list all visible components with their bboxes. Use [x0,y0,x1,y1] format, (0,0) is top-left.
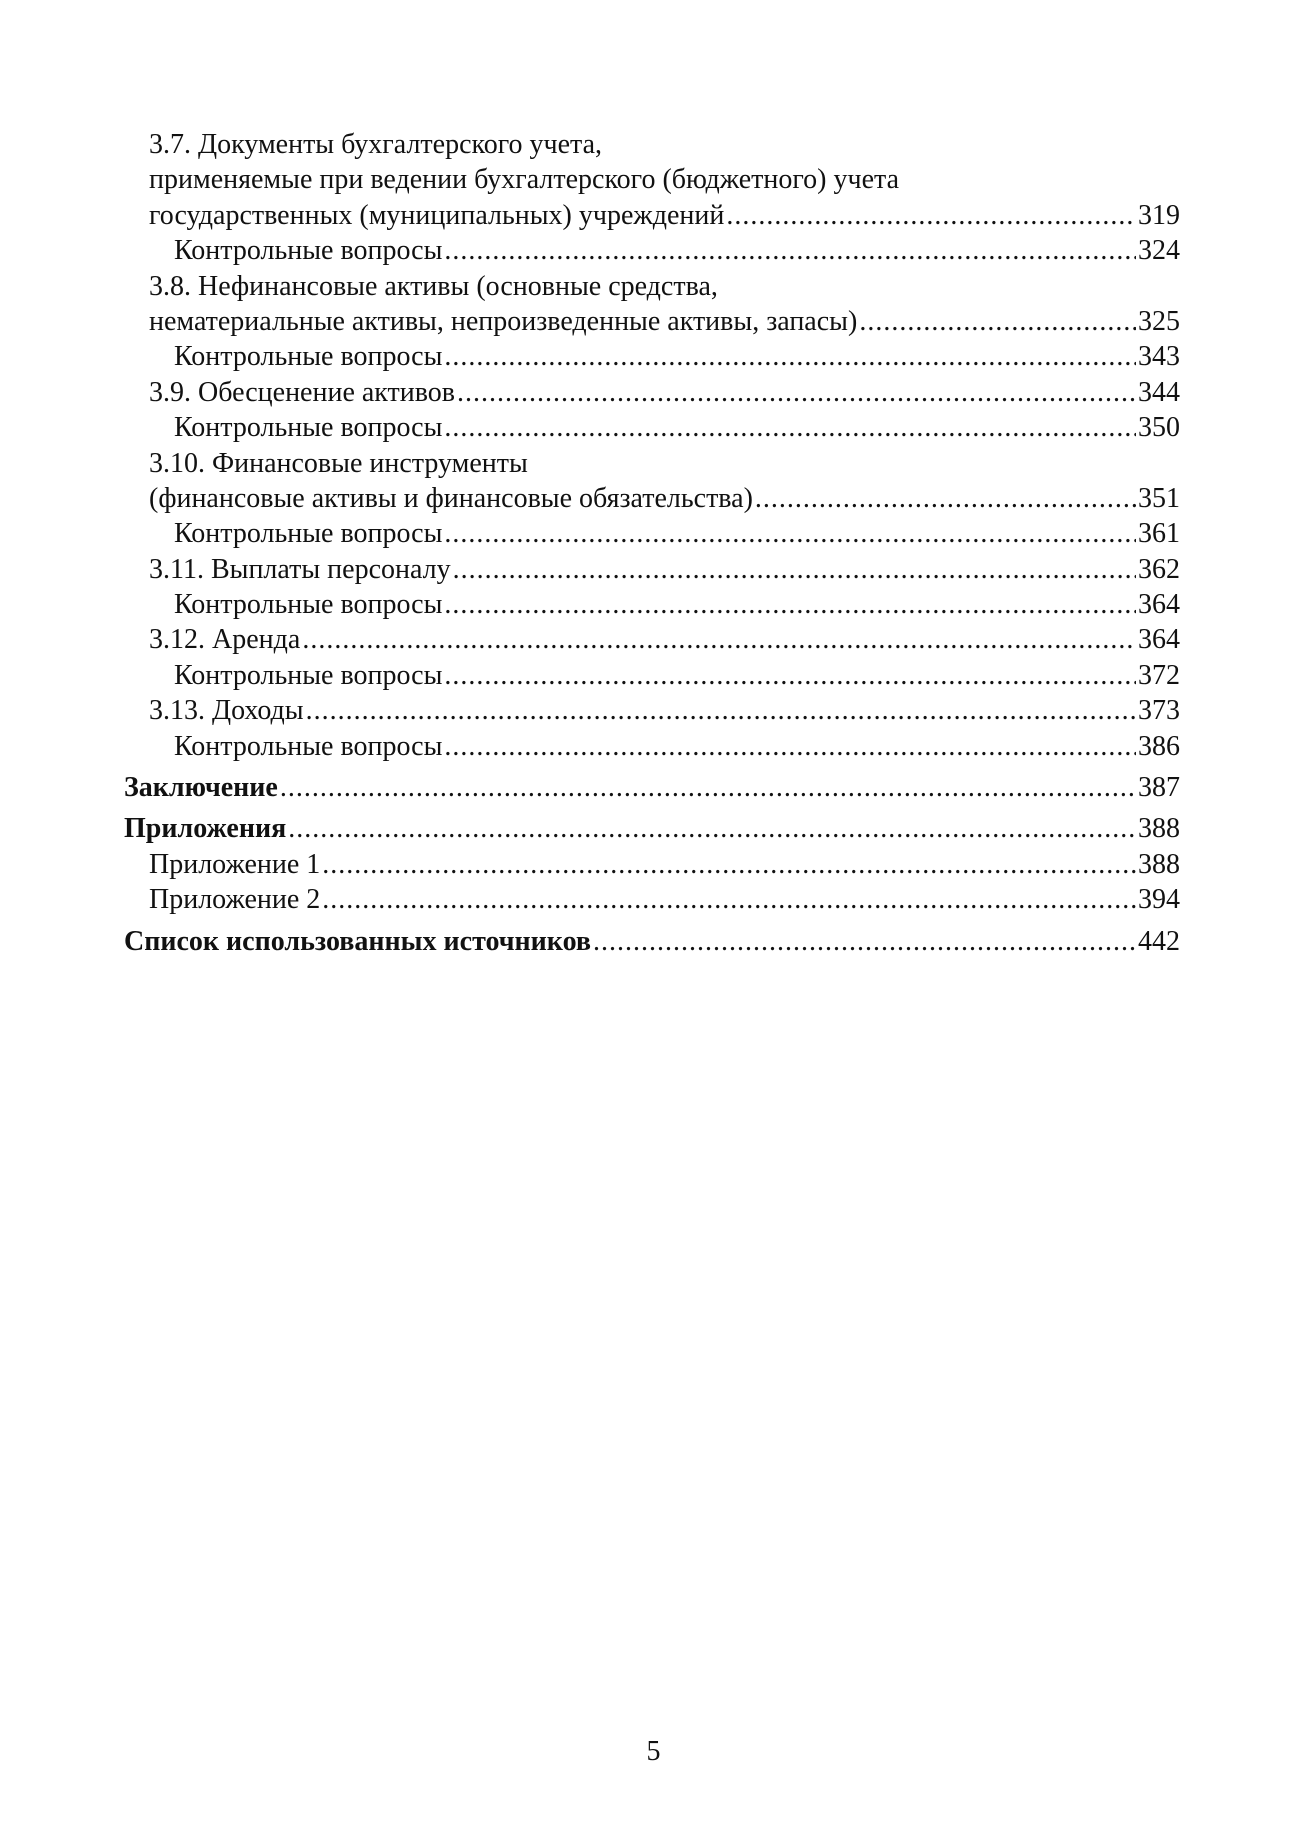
toc-entry [124,693,1180,728]
toc-entry [124,481,1180,516]
toc-dot-leader [726,198,1136,233]
toc-entry-title: 3.13. Доходы [149,695,304,727]
toc-entry-title: Контрольные вопросы [174,341,443,373]
toc-entry [124,410,1180,445]
toc-entry [124,729,1180,764]
toc-entry [124,269,1180,304]
toc-entry-title: нематериальные активы, непроизведенные активы, запасы) [149,305,858,337]
toc-dot-leader [322,882,1136,917]
toc-entry [124,658,1180,693]
toc-entry-title: государственных (муниципальных) учреждений [149,199,725,231]
toc-entry-page: 364 [1138,589,1180,621]
toc-entry-title: Контрольные вопросы [174,659,443,691]
toc-entry [124,339,1180,374]
toc-entry [124,770,1180,805]
toc-entry-page: 388 [1138,848,1180,880]
toc-entry-page: 387 [1138,772,1180,804]
toc-entry-page: 373 [1138,695,1180,727]
toc-entry-title: Заключение [124,772,278,804]
toc-entry [124,198,1180,233]
toc-entry-title: Приложение 2 [149,884,321,916]
toc-entry-page: 442 [1138,925,1180,957]
toc-entry-page: 344 [1138,376,1180,408]
toc-dot-leader [457,375,1136,410]
toc-dot-leader [306,693,1136,728]
toc-entry-page: 372 [1138,659,1180,691]
toc-dot-leader [593,924,1136,959]
toc-entry-title: (финансовые активы и финансовые обязательства) [149,482,753,514]
toc-entry-page: 325 [1138,305,1180,337]
toc-entry-page: 319 [1138,199,1180,231]
toc-entry [124,811,1180,846]
toc-entry-page: 364 [1138,624,1180,656]
toc-entry [124,304,1180,339]
toc-dot-leader [444,516,1136,551]
toc-dot-leader [322,847,1136,882]
toc-entry-title: Список использованных источников [124,925,591,957]
toc-dot-leader [288,811,1136,846]
table-of-contents [124,127,1180,959]
toc-entry-title: 3.7. Документы бухгалтерского учета, [149,129,603,160]
toc-entry [124,516,1180,551]
toc-entry-title: применяемые при ведении бухгалтерского (бюджетного) учета [149,164,900,196]
toc-entry-title: Приложения [124,813,287,845]
toc-entry-title: 3.8. Нефинансовые активы (основные средства, [149,270,718,302]
toc-entry [124,622,1180,657]
toc-dot-leader [453,552,1136,587]
toc-entry [124,375,1180,410]
toc-dot-leader [302,622,1136,657]
toc-entry-title: 3.9. Обесценение активов [149,376,456,408]
toc-entry-page: 386 [1138,730,1180,762]
toc-entry [124,847,1180,882]
toc-entry-page: 394 [1138,884,1180,916]
toc-entry-title: Контрольные вопросы [174,235,443,267]
toc-entry-title: 3.11. Выплаты персоналу [149,553,451,585]
toc-entry-page: 343 [1138,341,1180,373]
toc-entry [124,446,1180,481]
toc-dot-leader [444,658,1136,693]
toc-entry-title: Контрольные вопросы [174,518,443,550]
toc-entry [124,233,1180,268]
toc-dot-leader [444,729,1136,764]
toc-dot-leader [444,339,1136,374]
toc-entry-page: 351 [1138,482,1180,514]
toc-entry-title: Контрольные вопросы [174,589,443,621]
toc-dot-leader [444,410,1136,445]
page-number: 5 [646,1736,661,1767]
toc-entry [124,552,1180,587]
toc-dot-leader [444,587,1136,622]
toc-entry-title: 3.12. Аренда [149,624,301,656]
toc-entry-page: 388 [1138,813,1180,845]
toc-entry [124,924,1180,959]
toc-entry [124,162,1180,197]
toc-entry-page: 350 [1138,412,1180,444]
toc-entry-page: 361 [1138,518,1180,550]
toc-entry-page: 324 [1138,235,1180,267]
toc-dot-leader [444,233,1136,268]
toc-entry-title: 3.10. Финансовые инструменты [149,447,528,479]
toc-entry [124,587,1180,622]
toc-dot-leader [755,481,1136,516]
toc-entry-title: Приложение 1 [149,848,321,880]
toc-dot-leader [280,770,1136,805]
toc-entry-page: 362 [1138,553,1180,585]
toc-entry-title: Контрольные вопросы [174,730,443,762]
toc-entry-title: Контрольные вопросы [174,412,443,444]
toc-entry [124,127,1180,162]
toc-entry [124,882,1180,917]
toc-dot-leader [859,304,1136,339]
